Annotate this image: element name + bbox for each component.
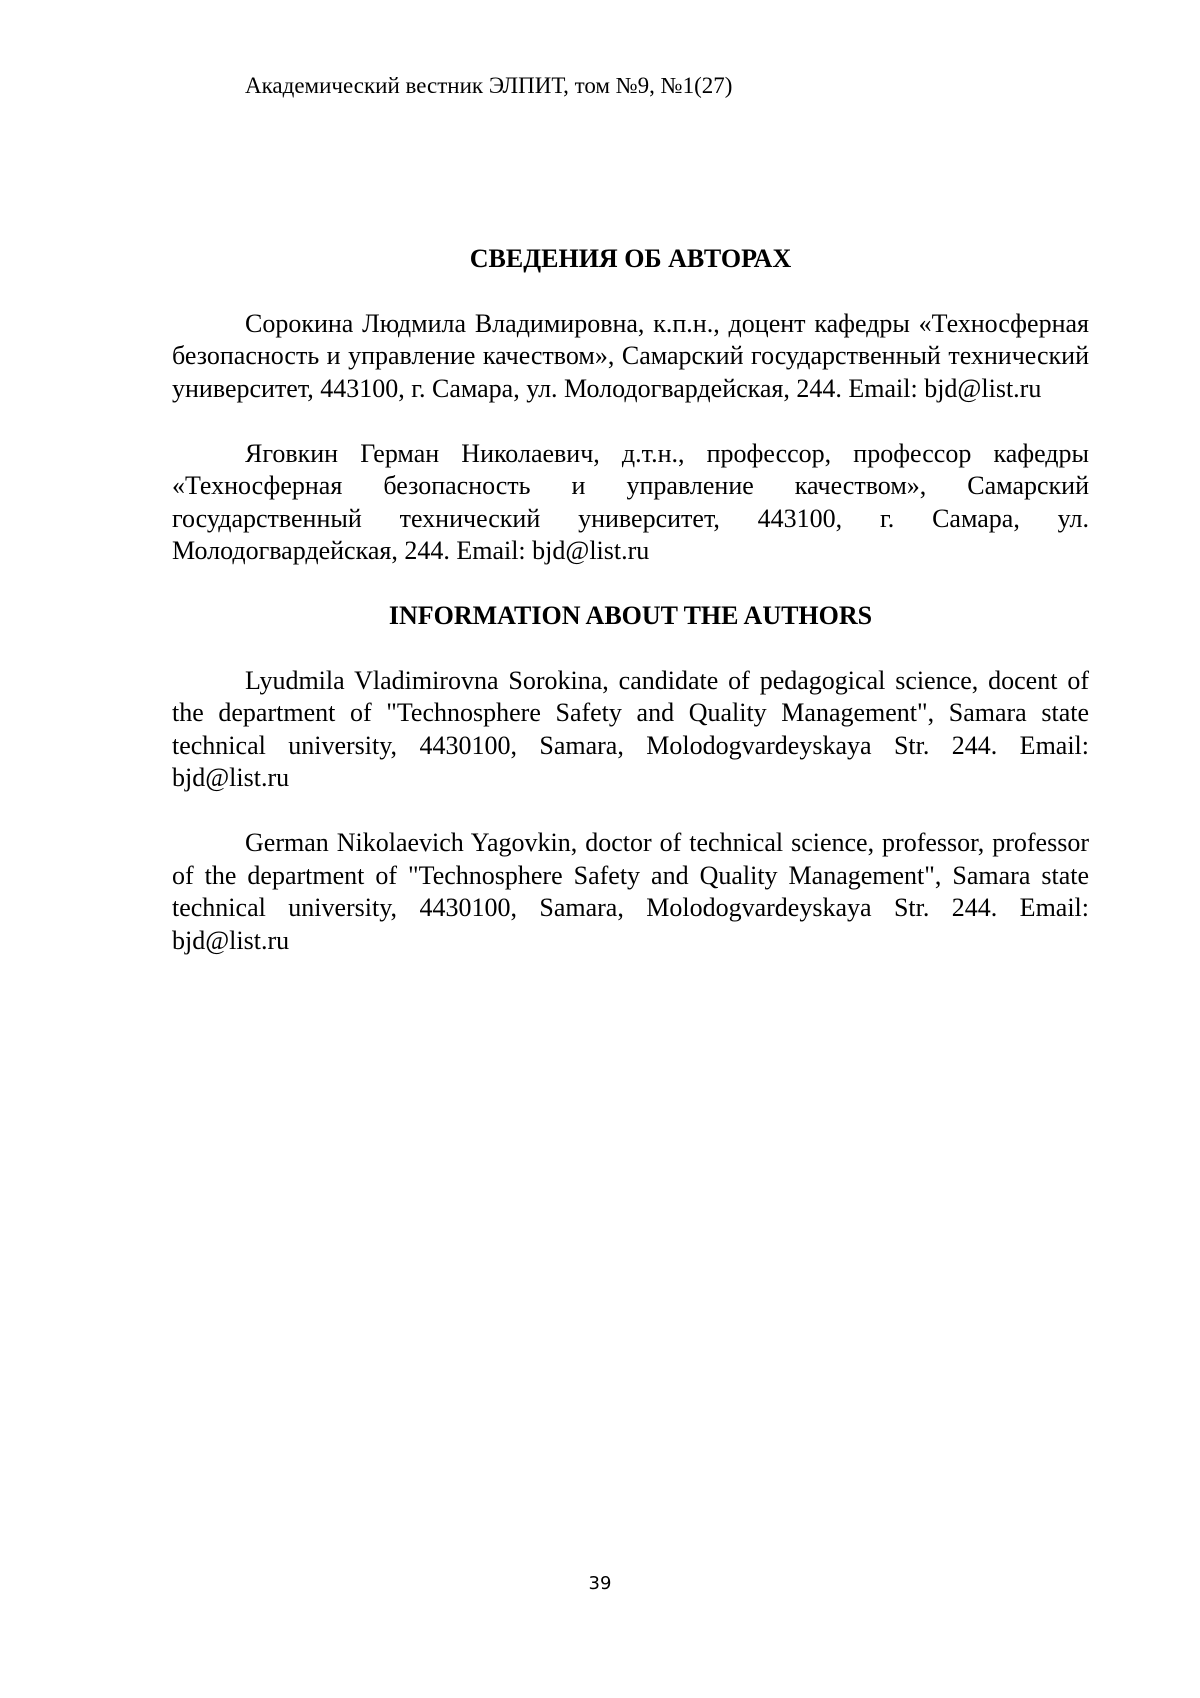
section-heading-ru: СВЕДЕНИЯ ОБ АВТОРАХ <box>469 244 792 273</box>
author-info-ru-1: Сорокина Людмила Владимировна, к.п.н., доцент кафедры «Техносферная безопасность и управление качеством», Самарский государственный технический университет, 443100, г. Самара, ул. Молодогвардейская, 244. Email: bjd@list.ru <box>172 308 1089 403</box>
authors-content <box>172 243 1089 957</box>
author-info-en-1: Lyudmila Vladimirovna Sorokina, candidate of pedagogical science, docent of the department of "Technosphere Safety and Quality Management", Samara state technical university, 4430100, Samara, Molodogvardeyskaya Str. 244. Email: bjd@list.ru <box>172 665 1089 792</box>
section-heading-en: INFORMATION ABOUT THE AUTHORS <box>388 601 873 630</box>
author-info-ru-2: Яговкин Герман Николаевич, д.т.н., профессор, профессор кафедры «Техносферная безопасность и управление качеством», Самарский государственный технический университет, 443100, г. Самара, ул. Молодогвардейская, 244. Email: bjd@list.ru <box>172 438 1089 565</box>
author-info-en-2: German Nikolaevich Yagovkin, doctor of technical science, professor, professor of the department of "Technosphere Safety and Quality Management", Samara state technical university, 4430100, Samara, Molodogvardeyskaya Str. 244. Email: bjd@list.ru <box>172 828 1089 955</box>
running-header: Академический вестник ЭЛПИТ, том №9, №1(27) <box>245 73 733 98</box>
page-number: 39 <box>588 1573 612 1594</box>
